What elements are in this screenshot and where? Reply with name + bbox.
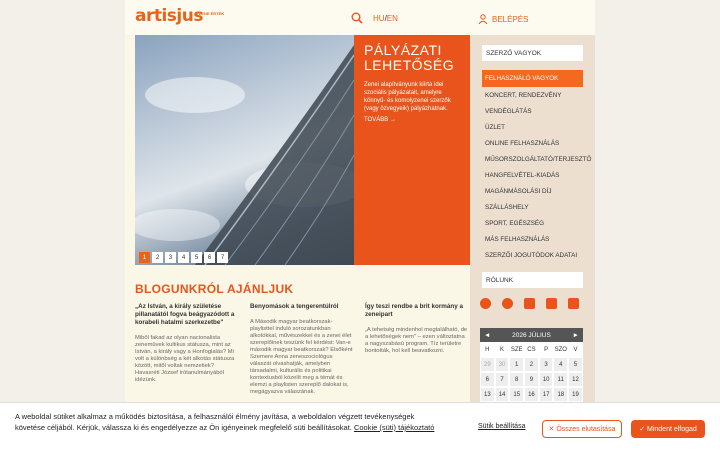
cookie-banner [0, 402, 720, 450]
slider-pagination [139, 252, 228, 263]
calendar-day[interactable]: 16 [524, 387, 539, 402]
hero-more-link[interactable]: TOVÁBB → [364, 117, 396, 123]
blog-post[interactable] [365, 303, 469, 355]
calendar-day[interactable]: 5 [568, 357, 583, 372]
hero-text: Zenei alapítványunk kiírta idei szociális pályázatait, amelyre könnyű- és komolyzenei szerzők (vagy özvegyeik) pályázhatnak. [364, 82, 451, 112]
sidebar-menu-item[interactable]: FELHASZNÁLÓ VAGYOK [482, 70, 583, 87]
calendar-day[interactable]: 4 [553, 357, 568, 372]
blog-post-title[interactable]: Benyomások a tengerentúlról [250, 303, 339, 310]
hero-image[interactable] [135, 35, 354, 265]
sidebar-menu-item[interactable]: MÁS FELHASZNÁLÁS [485, 235, 550, 243]
sidebar-menu-item[interactable]: VENDÉGLÁTÁS [485, 107, 532, 115]
login-button[interactable] [478, 14, 528, 24]
cookie-settings-button[interactable]: Sütik beállítása [478, 423, 526, 430]
sidebar-menu-item[interactable]: MŰSORSZOLGÁLTATÓ/TERJESZTŐ [485, 155, 592, 163]
calendar-day[interactable]: 7 [495, 372, 510, 387]
youtube-icon[interactable] [546, 298, 557, 309]
search-icon[interactable] [351, 12, 363, 24]
about-button[interactable]: RÓLUNK [482, 272, 583, 288]
calendar-day[interactable]: 15 [509, 387, 524, 402]
weekday-label: SZE [509, 342, 524, 357]
weekday-label: P [539, 342, 554, 357]
calendar-day[interactable]: 18 [553, 387, 568, 402]
calendar-day[interactable]: 14 [495, 387, 510, 402]
event-calendar [480, 328, 583, 402]
weekday-label: SZO [553, 342, 568, 357]
cookie-message: A weboldal sütiket alkalmaz a működés biztosítása, a felhasználói élmény javítása, a weboldalon végzett tevékenységek követése céljából. Kérjük, válassza ki és engedélyezze az Ön igényeinek megfelelő süti beállításokat. [15, 412, 415, 432]
blog-post-excerpt: „A tehetség mindenhol megtalálható, de a lehetőségek nem" – ezen változtatna a nagyszabású program. Tíz területre bontották, hol kell beavatkozni. [365, 327, 468, 354]
calendar-month: 2026 JÚLIUS [512, 331, 551, 339]
calendar-day[interactable]: 13 [480, 387, 495, 402]
slide-dot[interactable]: 3 [165, 252, 176, 263]
calendar-days [480, 357, 583, 402]
calendar-day[interactable]: 2 [524, 357, 539, 372]
calendar-prev-button[interactable]: ◄ [484, 331, 491, 339]
lang-en-link[interactable]: EN [386, 14, 398, 23]
login-label: BELÉPÉS [492, 14, 529, 24]
calendar-day[interactable]: 11 [553, 372, 568, 387]
calendar-day[interactable]: 30 [495, 357, 510, 372]
cookie-text-block [15, 411, 435, 433]
sidebar-menu-item[interactable]: ÜZLET [485, 123, 505, 131]
slide-dot[interactable]: 6 [204, 252, 215, 263]
sidebar [470, 35, 595, 450]
social-links [480, 298, 579, 309]
sidebar-menu-item[interactable]: SZÁLLÁSHELY [485, 203, 529, 211]
hero-title: PÁLYÁZATI LEHETŐSÉG [364, 42, 455, 73]
calendar-week [480, 372, 583, 387]
weekday-label: CS [524, 342, 539, 357]
reject-all-button[interactable]: ✕ Összes elutasítása [542, 420, 622, 438]
slide-dot[interactable]: 5 [191, 252, 202, 263]
author-button[interactable]: SZERZŐ VAGYOK [482, 45, 583, 61]
user-icon [478, 14, 488, 24]
blog-post[interactable] [250, 303, 354, 396]
calendar-header [480, 328, 583, 342]
calendar-day[interactable]: 9 [524, 372, 539, 387]
language-switcher [373, 14, 398, 23]
calendar-day[interactable]: 29 [480, 357, 495, 372]
slide-dot[interactable]: 1 [139, 252, 150, 263]
calendar-weekdays [480, 342, 583, 357]
blog-icon[interactable] [480, 298, 491, 309]
calendar-day[interactable]: 1 [509, 357, 524, 372]
sidebar-menu-item[interactable]: SPORT, EGÉSZSÉG [485, 219, 545, 227]
blog-post-title[interactable]: „Az István, a király születése pillanatától fogva beágyazódott a korabeli hatalmi szerkezetbe" [135, 303, 235, 326]
page-container [125, 0, 595, 450]
logo-tagline: A ZENE ÉRTÉK [195, 11, 225, 16]
calendar-day[interactable]: 10 [539, 372, 554, 387]
slide-dot[interactable]: 4 [178, 252, 189, 263]
slide-dot[interactable]: 2 [152, 252, 163, 263]
accept-all-button[interactable]: ✓ Mindent elfogad [631, 420, 705, 438]
calendar-day[interactable]: 17 [539, 387, 554, 402]
facebook-icon[interactable] [502, 298, 513, 309]
calendar-day[interactable]: 3 [539, 357, 554, 372]
linkedin-icon[interactable] [568, 298, 579, 309]
calendar-next-button[interactable]: ► [572, 331, 579, 339]
slide-dot[interactable]: 7 [217, 252, 228, 263]
lang-hu-link[interactable]: HU [373, 14, 385, 23]
weekday-label: H [480, 342, 495, 357]
weekday-label: V [568, 342, 583, 357]
cookie-policy-link[interactable]: Cookie (süti) tájékoztató [353, 423, 435, 432]
site-logo[interactable]: artisjus [135, 6, 203, 26]
calendar-day[interactable]: 12 [568, 372, 583, 387]
calendar-day[interactable]: 6 [480, 372, 495, 387]
calendar-day[interactable]: 8 [509, 372, 524, 387]
lang-separator: / [384, 14, 387, 23]
building-illustration [135, 35, 354, 265]
user-menu [482, 70, 592, 263]
blog-post-excerpt: Mibõl fakad az olyan nacionalista zenemûvek kultikus státusza, mint az István, a király vagy a Honfoglalás? Mi volt a különbség a két alkotás státusza között, mitõl voltak nemzetiek? Havasréti József írótanulmányából idézünk. [135, 335, 235, 383]
sidebar-menu-item[interactable]: KONCERT, RENDEZVÉNY [485, 91, 562, 99]
sidebar-menu-item[interactable]: SZERZŐI JOGUTÓDOK ADATAI [485, 251, 578, 259]
hero-panel[interactable] [354, 35, 470, 265]
blog-post-title[interactable]: Így teszi rendbe a brit kormány a zeneipart [365, 303, 463, 318]
calendar-week [480, 387, 583, 402]
site-header [125, 0, 595, 35]
sidebar-menu-item[interactable]: MAGÁNMÁSOLÁSI DÍJ [485, 187, 552, 195]
blog-section-title: BLOGUNKRÓL AJÁNLJUK [135, 282, 294, 296]
sidebar-menu-item[interactable]: ONLINE FELHASZNÁLÁS [485, 139, 560, 147]
calendar-week [480, 357, 583, 372]
instagram-icon[interactable] [524, 298, 535, 309]
weekday-label: K [495, 342, 510, 357]
blog-post-excerpt: A Második magyar beatkorszak-playlisttel induló sorozatunkban alkotókkal, művészekkel és a zenei élet szereplőinek teszünk fel kérdést: Van-e második magyar beatkorszak? Elsőként Szemere Anna zeneszociológus válaszát olvashatják, amelyben társadalmi, kulturális és politikai kontextusból közelít meg a témát és elemzi a playlisten szereplő dalokat is, megágyazva válaszának. [250, 319, 353, 395]
calendar-day[interactable]: 19 [568, 387, 583, 402]
blog-post[interactable] [135, 303, 239, 384]
sidebar-menu-item[interactable]: HANGFELVÉTEL-KIADÁS [485, 171, 560, 179]
